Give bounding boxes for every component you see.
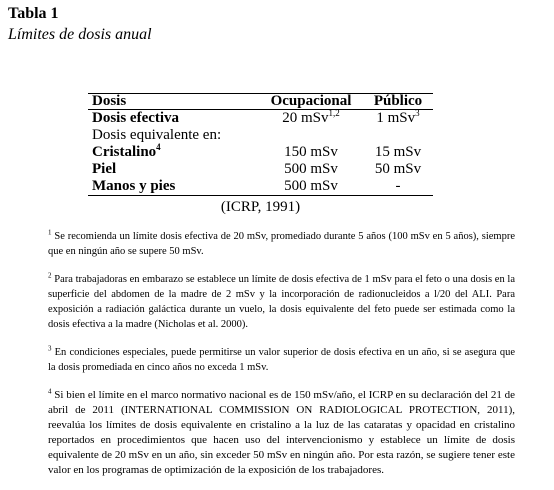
table-row (88, 127, 433, 144)
footnote-4 (48, 388, 515, 478)
table-title: Tabla 1 (8, 5, 59, 22)
table-source: (ICRP, 1991) (220, 199, 301, 215)
footnote-number: 2 (48, 271, 52, 280)
table-top-rule (88, 93, 433, 94)
footnote-text: Se recomienda un límite dosis efectiva de 20 mSv, promediado durante 5 años (100 mSv en 5 años), siempre que en ningún año se supere 50 mSv. (48, 231, 516, 257)
row-ocupacional: 150 mSv (284, 144, 338, 160)
table-subtitle: Límites de dosis anual (8, 26, 152, 43)
footnote-number: 1 (48, 228, 52, 237)
footnote-3 (48, 345, 515, 375)
table-row (88, 144, 433, 161)
row-ocupacional: 20 mSv$^{1,2}$ (282, 108, 340, 126)
row-publico: 1 mSv$^3$ (376, 108, 420, 126)
row-label: Cristalino$^4$ (92, 142, 161, 160)
row-label: Piel (92, 161, 117, 177)
row-label: Manos y pies (92, 178, 176, 194)
footnote-2 (48, 272, 515, 332)
dose-limits-table (88, 93, 433, 195)
footnote-number: 3 (48, 344, 52, 353)
row-ocupacional: 500 mSv (284, 178, 338, 194)
table-row (88, 110, 433, 127)
row-publico: - (395, 178, 401, 194)
table-bottom-rule (88, 195, 433, 196)
table-header-row (88, 93, 433, 110)
footnote-text: Para trabajadoras en embarazo se establece un límite de dosis efectiva de 1 mSv para el feto o una dosis en la superficie del abdomen de la madre de 2 mSv y la incorporación de radionucleidos a l/20 del ALI. Para exposición a radiación galáctica durante un vuelo, la dosis equivalente del feto puede ser estimada como la dosis efectiva a la madre (Nicholas et al. 2000). (48, 274, 515, 330)
footnote-text: Si bien el límite en el marco normativo nacional es de 150 mSv/año, el ICRP en su declaración del 21 de abril de 2011 (INTERNATIONAL COMMISSION ON RADIOLOGICAL PROTECTION, 2011), reevalúa los límites de dosis equivalente en cristalino a la luz de las cataratas y opacidad en cristalino reportados en procedimientos que hacen uso del intervencionismo y establece un límite de dosis equivalente de 20 mSv en un año, sin exceder 50 mSv en ningún año. Por esta razón, se sugiere tener este valor en los programas de optimización de la exposición de los trabajadores. (48, 389, 515, 476)
row-ocupacional: 500 mSv (284, 161, 338, 177)
header-ocupacional: Ocupacional (270, 93, 352, 109)
row-publico: 50 mSv (374, 161, 422, 177)
row-publico: 15 mSv (374, 144, 422, 160)
footnote-1 (48, 229, 515, 259)
row-label: Dosis equivalente en: (92, 127, 222, 143)
footnote-text: En condiciones especiales, puede permitirse un valor superior de dosis efectiva en un año, si se asegura que la dosis promediada en cinco años no exceda 1 mSv. (48, 347, 516, 373)
header-publico: Público (373, 93, 423, 109)
footnote-number: 4 (48, 387, 52, 396)
header-dosis: Dosis (92, 93, 127, 109)
table-row (88, 178, 433, 195)
table-row (88, 161, 433, 178)
row-label: Dosis efectiva (92, 110, 180, 126)
